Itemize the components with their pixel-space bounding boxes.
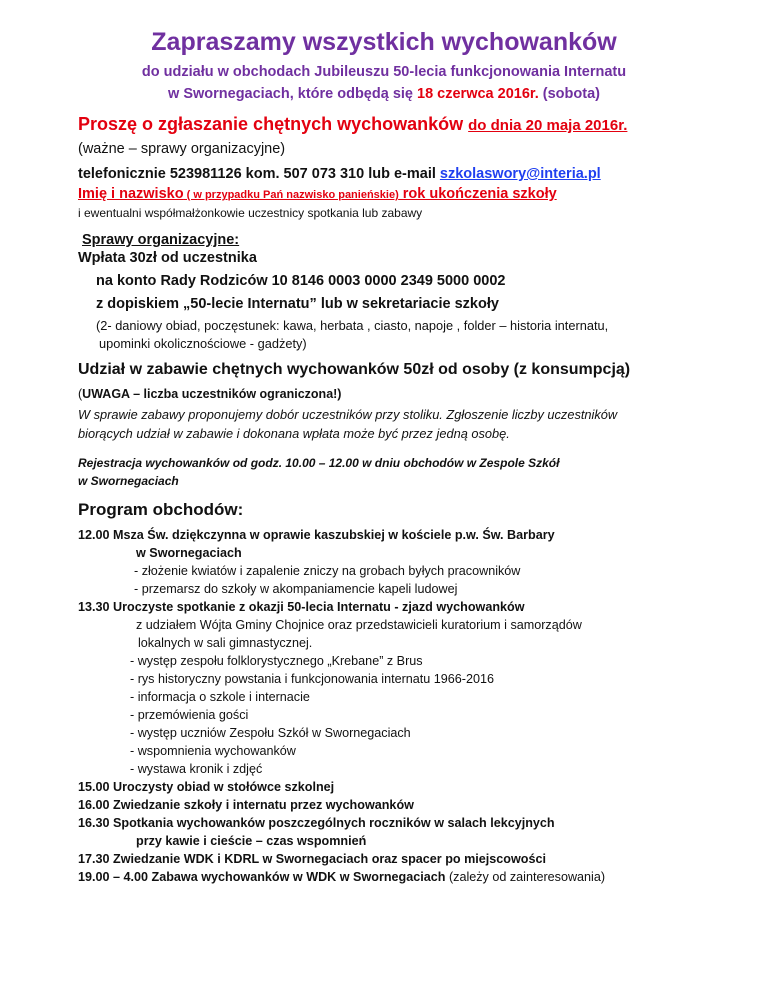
subtitle-text: w Swornegaciach, które odbędą się	[168, 86, 418, 102]
spouses-note: i ewentualni współmałżonkowie uczestnicy spotkania lub zabawy	[78, 206, 423, 220]
party-heading: Udział w zabawie chętnych wychowanków 50zł od osoby (z konsumpcją)	[78, 361, 631, 378]
program-subitem: - występ zespołu folklorystycznego „Krebane” z Brus	[130, 654, 423, 668]
party-info-line-2: biorących udział w zabawie i dokonana wpłata może być przez jedną osobę.	[78, 426, 510, 441]
program-item-1630-detail: przy kawie i cieście – czas wspomnień	[136, 834, 367, 848]
fee-includes-line-1: (2- daniowy obiad, poczęstunek: kawa, herbata , ciasto, napoje , folder – historia internatu,	[96, 318, 609, 333]
program-subitem: - informacja o szkole i internacie	[130, 690, 310, 704]
transfer-annotation-line: z dopiskiem „50-lecie Internatu” lub w sekretariacie szkoły	[96, 296, 499, 312]
program-item-1200-place: w Swornegaciach	[136, 546, 242, 560]
year-label: rok ukończenia szkoły	[398, 186, 557, 202]
party-warning-paren: (	[78, 387, 83, 401]
contact-phones: telefonicznie 523981126 kom. 507 073 310 lub e-mail	[78, 166, 440, 182]
arrival-registration-line-1: Rejestracja wychowanków od godz. 10.00 – 12.00 w dniu obchodów w Zespole Szkół	[78, 456, 560, 470]
program-item-1900-text: 19.00 – 4.00 Zabawa wychowanków w WDK w Swornegaciach	[78, 870, 446, 884]
program-subitem: - wystawa kronik i zdjęć	[130, 762, 263, 776]
program-item-1730: 17.30 Zwiedzanie WDK i KDRL w Swornegaciach oraz spacer po miejscowości	[78, 852, 546, 866]
program-subitem: - wspomnienia wychowanków	[130, 744, 296, 758]
program-subitem: - złożenie kwiatów i zapalenie zniczy na grobach byłych pracowników	[134, 564, 521, 578]
fee-includes-line-2: upominki okolicznościowe - gadżety)	[99, 336, 307, 351]
fee-line: Wpłata 30zł od uczestnika	[78, 250, 257, 266]
program-item-1600: 16.00 Zwiedzanie szkoły i internatu przez wychowanków	[78, 798, 414, 812]
program-subitem: - przemówienia gości	[130, 708, 249, 722]
registration-request	[78, 114, 627, 135]
program-item-1500: 15.00 Uroczysty obiad w stołówce szkolnej	[78, 780, 335, 794]
organization-heading: Sprawy organizacyjne:	[82, 232, 240, 248]
party-info-line-1: W sprawie zabawy proponujemy dobór uczestników przy stoliku. Zgłoszenie liczby uczestników	[78, 407, 618, 422]
program-item-1900-note: (zależy od zainteresowania)	[445, 870, 606, 884]
important-note: (ważne – sprawy organizacyjne)	[78, 141, 286, 157]
subtitle-line-1: do udziału w obchodach Jubileuszu 50-lecia funkcjonowania Internatu	[141, 64, 627, 80]
subtitle-line-2	[0, 86, 768, 102]
program-item-1330: 13.30 Uroczyste spotkanie z okazji 50-lecia Internatu - zjazd wychowanków	[78, 600, 525, 614]
program-heading: Program obchodów:	[78, 500, 244, 519]
program-item-1200: 12.00 Msza Św. dziękczynna w oprawie kaszubskiej w kościele p.w. Św. Barbary	[78, 528, 555, 542]
arrival-registration-line-2: w Swornegaciach	[78, 474, 179, 488]
bank-account-line: na konto Rady Rodziców 10 8146 0003 0000 2349 5000 0002	[96, 273, 506, 289]
name-note: ( w przypadku Pań nazwisko panieńskie)	[183, 189, 399, 201]
contact-line	[78, 166, 601, 182]
program-subitem: - przemarsz do szkoły w akompaniamencie kapeli ludowej	[134, 582, 458, 596]
program-subitem: - występ uczniów Zespołu Szkół w Swornegaciach	[130, 726, 411, 740]
program-item-1330-detail: lokalnych w sali gimnastycznej.	[138, 636, 313, 650]
program-item-1330-detail: z udziałem Wójta Gminy Chojnice oraz przedstawicieli kuratorium i samorządów	[136, 618, 582, 632]
program-subitem: - rys historyczny powstania i funkcjonowania internatu 1966-2016	[130, 672, 495, 686]
name-label: Imię i nazwisko	[78, 186, 184, 202]
page-title: Zapraszamy wszystkich wychowanków	[151, 28, 617, 56]
registration-request-text: Proszę o zgłaszanie chętnych wychowanków	[78, 114, 464, 134]
email-link[interactable]: szkolaswory@interia.pl	[439, 166, 601, 182]
event-weekday: (sobota)	[538, 86, 600, 102]
event-date: 18 czerwca 2016r.	[417, 86, 539, 102]
program-item-1900	[78, 870, 605, 884]
party-warning-text: UWAGA – liczba uczestników ograniczona!)	[82, 387, 342, 401]
party-warning	[78, 387, 341, 401]
registration-deadline: do dnia 20 maja 2016r.	[468, 117, 628, 134]
program-item-1630: 16.30 Spotkania wychowanków poszczególnych roczników w salach lekcyjnych	[78, 816, 555, 830]
required-info	[78, 186, 557, 202]
